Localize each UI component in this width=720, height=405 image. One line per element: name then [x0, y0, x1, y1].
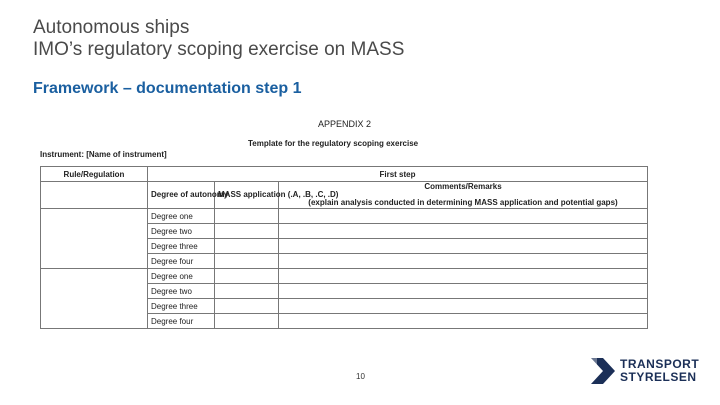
- header-rule-regulation: Rule/Regulation: [41, 167, 148, 182]
- degree-cell: Degree two: [148, 224, 215, 239]
- template-title: Template for the regulatory scoping exercise: [248, 139, 419, 148]
- scoping-table: [40, 166, 648, 329]
- comment-cell: [279, 299, 648, 314]
- mass-cell: [215, 299, 279, 314]
- degree-cell: Degree three: [148, 239, 215, 254]
- mass-cell: [215, 314, 279, 329]
- instrument-label: Instrument: [Name of instrument]: [40, 150, 167, 159]
- mass-cell: [215, 209, 279, 224]
- logo-line-2: STYRELSEN: [620, 370, 697, 384]
- header-comments-explain: (explain analysis conducted in determining MASS application and potential gaps): [308, 198, 618, 207]
- degree-cell: Degree one: [148, 269, 215, 284]
- mass-cell: [215, 269, 279, 284]
- slide-subtitle: Framework – documentation step 1: [33, 80, 302, 97]
- logo-line-1: TRANSPORT: [620, 357, 700, 371]
- page-number: 10: [356, 372, 365, 381]
- header-empty-cell: [41, 182, 148, 209]
- mass-cell: [215, 254, 279, 269]
- title-line-1: Autonomous ships: [33, 17, 190, 38]
- degree-cell: Degree two: [148, 284, 215, 299]
- table-row: [41, 209, 648, 224]
- degree-cell: Degree four: [148, 314, 215, 329]
- table-header-row: [41, 167, 648, 182]
- header-first-step: First step: [148, 167, 648, 182]
- mass-cell: [215, 284, 279, 299]
- title-line-2: IMO’s regulatory scoping exercise on MASS: [33, 39, 405, 60]
- comment-cell: [279, 209, 648, 224]
- rule-cell-1: [41, 209, 148, 269]
- header-comments-title: Comments/Remarks: [424, 182, 502, 191]
- header-mass-application: MASS application (.A, .B, .C, .D): [215, 182, 279, 209]
- header-degree-of-autonomy: Degree of autonomy: [148, 182, 215, 209]
- degree-cell: Degree one: [148, 209, 215, 224]
- table-row: [41, 269, 648, 284]
- degree-cell: Degree three: [148, 299, 215, 314]
- comment-cell: [279, 284, 648, 299]
- logo-mark-icon: [590, 357, 616, 385]
- comment-cell: [279, 269, 648, 284]
- rule-cell-2: [41, 269, 148, 329]
- transportstyrelsen-logo: [590, 357, 702, 385]
- slide-title: [33, 17, 404, 61]
- comment-cell: [279, 239, 648, 254]
- appendix-label: APPENDIX 2: [318, 119, 372, 129]
- logo-text: [620, 358, 699, 384]
- comment-cell: [279, 224, 648, 239]
- comment-cell: [279, 254, 648, 269]
- comment-cell: [279, 314, 648, 329]
- mass-cell: [215, 239, 279, 254]
- mass-cell: [215, 224, 279, 239]
- table-subheader-row: [41, 182, 648, 209]
- degree-cell: Degree four: [148, 254, 215, 269]
